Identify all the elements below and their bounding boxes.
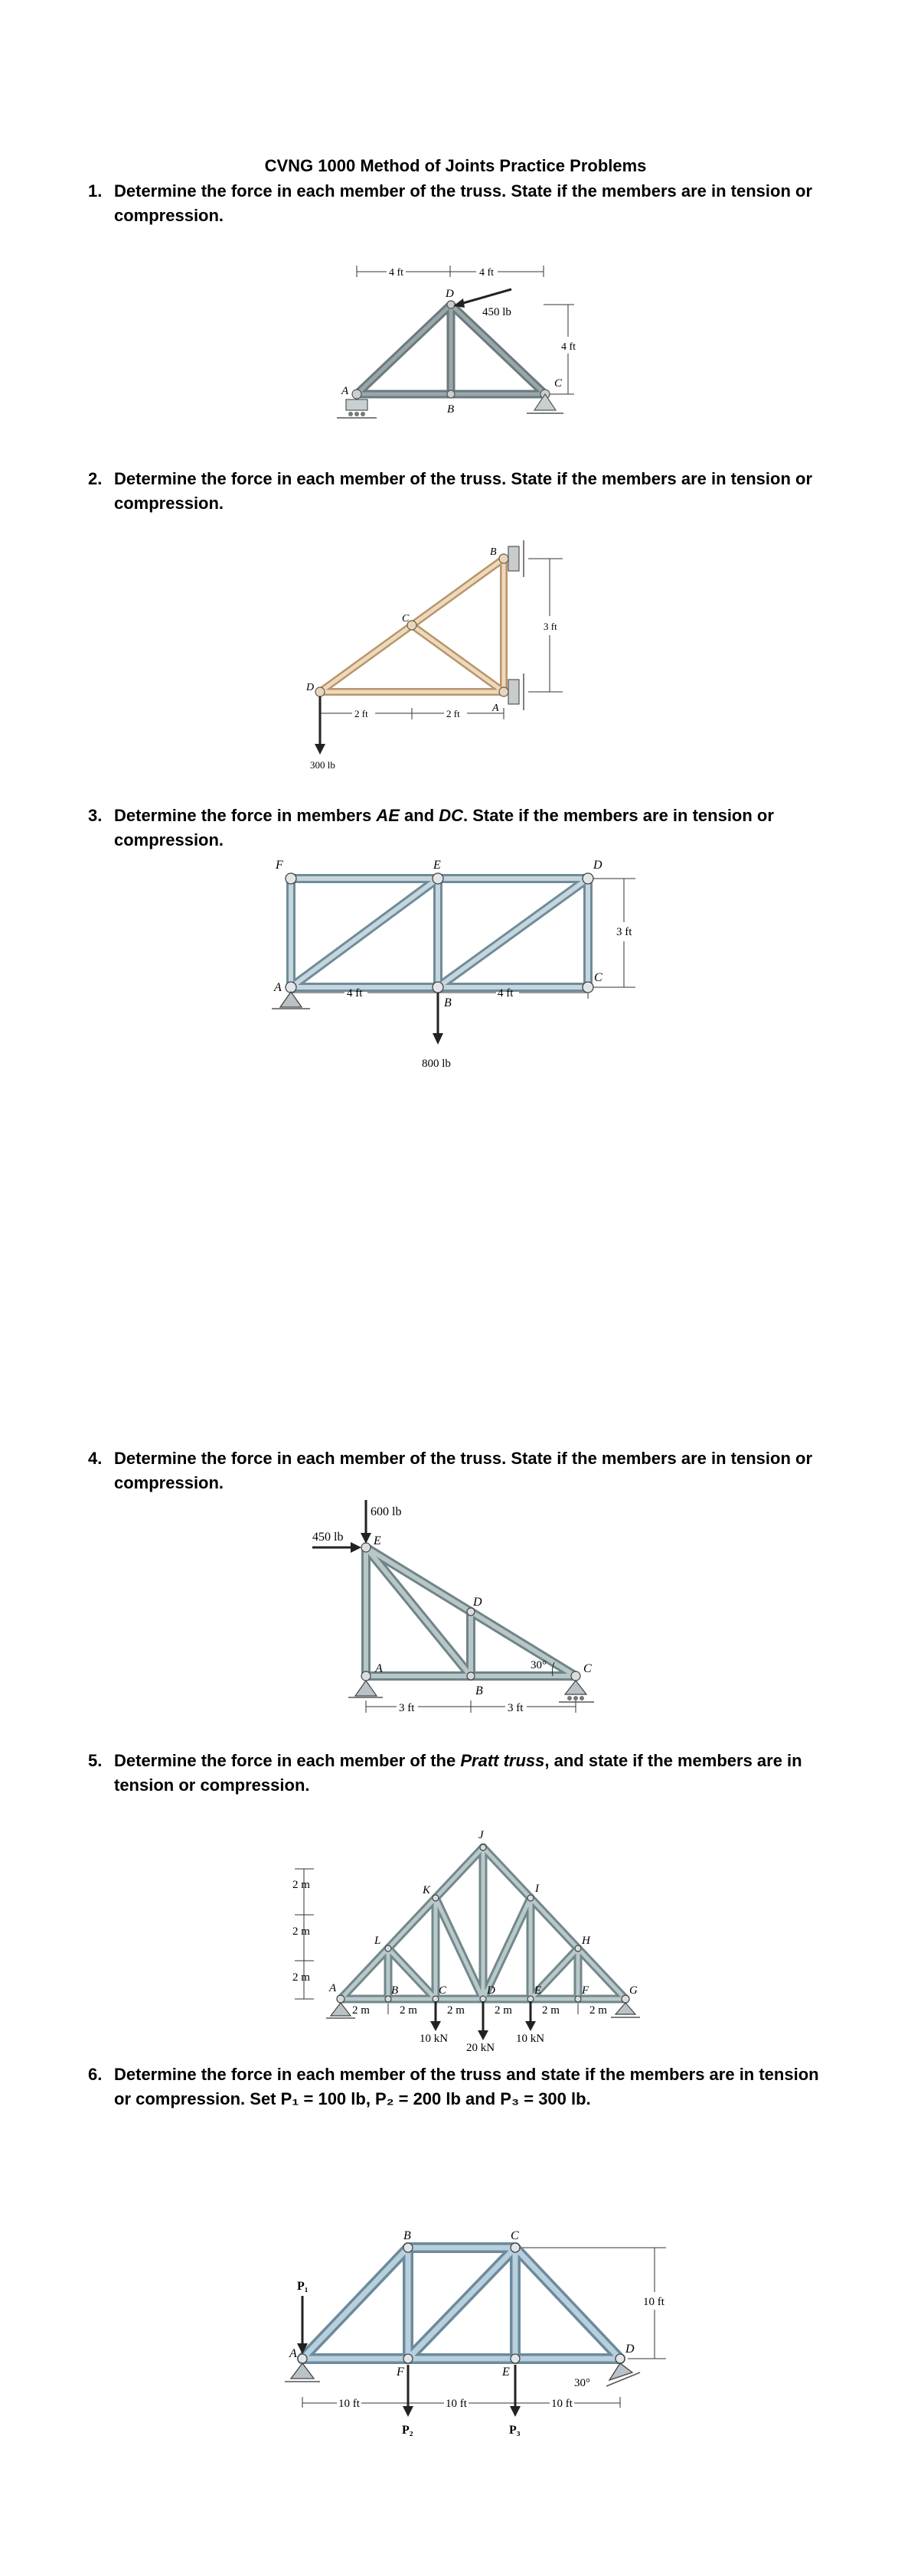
joint-d-label: D bbox=[306, 682, 315, 693]
dim-2-label: 10 ft bbox=[446, 2398, 467, 2410]
problem-text: Determine the force in each member of the truss. State if the members are in tension or compression. bbox=[114, 181, 813, 225]
angle-label: 30° bbox=[574, 2377, 590, 2389]
joint-i-label: I bbox=[535, 1883, 539, 1895]
joint-d-label: D bbox=[473, 1596, 482, 1609]
vertical-dim-3-label: 2 m bbox=[292, 1971, 310, 1984]
problem-number: 2. bbox=[88, 469, 103, 488]
joint-a-label: A bbox=[329, 1982, 337, 1994]
horizontal-load-label: 450 lb bbox=[312, 1531, 344, 1544]
height-label: 4 ft bbox=[561, 341, 576, 353]
p3-label: P₃ bbox=[509, 2424, 521, 2437]
horizontal-dim-1-label: 2 m bbox=[352, 2004, 370, 2017]
joint-a-label: A bbox=[289, 2347, 297, 2360]
vertical-load-label: 600 lb bbox=[371, 1505, 402, 1518]
problem-6 bbox=[88, 2062, 838, 2111]
joint-e-label: E bbox=[534, 1984, 542, 1997]
horizontal-dim-4-label: 2 m bbox=[495, 2004, 512, 2017]
joint-d-label: D bbox=[487, 1984, 495, 1997]
dim-left-label: 4 ft bbox=[347, 987, 363, 999]
dim-3-label: 10 ft bbox=[551, 2398, 573, 2410]
problem-4 bbox=[88, 1446, 838, 1495]
joint-c-label: C bbox=[439, 1984, 447, 1997]
dim-1-label: 10 ft bbox=[338, 2398, 360, 2410]
horizontal-dim-6-label: 2 m bbox=[589, 2004, 607, 2017]
figure-6-truss bbox=[276, 2212, 674, 2457]
text-part: Determine the force in members bbox=[114, 806, 377, 825]
joint-e-label: E bbox=[374, 1534, 381, 1547]
horizontal-dim-2-label: 2 m bbox=[400, 2004, 417, 2017]
pratt-truss-term: Pratt truss bbox=[460, 1751, 545, 1770]
joint-f-label: F bbox=[397, 2366, 404, 2379]
horizontal-dim-3-label: 2 m bbox=[447, 2004, 465, 2017]
joint-a-label: A bbox=[492, 703, 499, 714]
text-part: , and state if the members are in tension or compression. bbox=[114, 1751, 802, 1795]
problem-2 bbox=[88, 467, 838, 516]
problem-text bbox=[88, 1749, 838, 1798]
joint-d-label: D bbox=[593, 859, 602, 872]
problem-3 bbox=[88, 804, 838, 853]
joint-c-label: C bbox=[594, 971, 602, 984]
joint-d-label: D bbox=[625, 2343, 635, 2356]
load-3-label: 10 kN bbox=[516, 2033, 545, 2045]
figure-1-truss bbox=[329, 253, 589, 425]
dim-right-label: 4 ft bbox=[479, 267, 495, 279]
joint-b-label: B bbox=[490, 546, 497, 558]
joint-a-label: A bbox=[375, 1662, 383, 1675]
load-2-label: 20 kN bbox=[466, 2042, 495, 2051]
joint-f-label: F bbox=[276, 859, 283, 872]
joint-c-label: C bbox=[511, 2229, 519, 2242]
p2-label: P₂ bbox=[402, 2424, 413, 2437]
joint-b-label: B bbox=[403, 2229, 411, 2242]
problem-number: 6. bbox=[88, 2065, 103, 2084]
figure-4-truss bbox=[299, 1496, 620, 1718]
height-label: 10 ft bbox=[643, 2296, 664, 2308]
problem-number: 4. bbox=[88, 1449, 103, 1468]
figure-5-pratt-truss bbox=[287, 1798, 670, 2051]
problem-text: Determine the force in each member of the truss and state if the members are in tension or compression. Set P₁ = 100 lb, P₂ = 200 lb and P₃ = 300 lb. bbox=[114, 2065, 819, 2108]
joint-g-label: G bbox=[629, 1984, 638, 1997]
joint-e-label: E bbox=[502, 2366, 510, 2379]
joint-l-label: L bbox=[374, 1935, 381, 1947]
joint-f-label: F bbox=[582, 1984, 589, 1997]
joint-h-label: H bbox=[582, 1935, 590, 1947]
problem-text: Determine the force in each member of the truss. State if the members are in tension or compression. bbox=[114, 1449, 813, 1492]
problem-number: 3. bbox=[88, 806, 103, 825]
text-part: . State if the members are in tension or compression. bbox=[114, 806, 774, 849]
figure-2-truss bbox=[299, 536, 582, 781]
dim-left-label: 3 ft bbox=[399, 1702, 415, 1714]
height-label: 3 ft bbox=[616, 926, 632, 938]
height-label: 3 ft bbox=[544, 621, 557, 632]
problem-text bbox=[88, 804, 838, 853]
joint-a-label: A bbox=[341, 385, 349, 397]
horizontal-dim-5-label: 2 m bbox=[542, 2004, 560, 2017]
dim-right-label: 3 ft bbox=[508, 1702, 524, 1714]
problem-5 bbox=[88, 1749, 838, 1798]
joint-a-label: A bbox=[274, 981, 282, 994]
load-1-label: 10 kN bbox=[420, 2033, 449, 2045]
joint-c-label: C bbox=[583, 1662, 592, 1675]
joint-k-label: K bbox=[423, 1884, 431, 1896]
page-title: CVNG 1000 Method of Joints Practice Problems bbox=[264, 156, 647, 175]
figure-3-truss bbox=[268, 853, 651, 1075]
vertical-dim-2-label: 2 m bbox=[292, 1925, 310, 1938]
text-part: and bbox=[399, 806, 439, 825]
joint-c-label: C bbox=[402, 613, 410, 624]
joint-c-label: C bbox=[554, 377, 563, 390]
dim-left-label: 2 ft bbox=[354, 708, 368, 719]
problem-text: Determine the force in each member of the truss. State if the members are in tension or compression. bbox=[114, 469, 813, 513]
text-part: Determine the force in each member of the bbox=[114, 1751, 461, 1770]
load-label: 450 lb bbox=[482, 306, 511, 318]
dim-right-label: 2 ft bbox=[446, 708, 460, 719]
problem-number: 1. bbox=[88, 181, 103, 201]
dim-right-label: 4 ft bbox=[498, 987, 514, 999]
joint-d-label: D bbox=[446, 288, 454, 300]
joint-e-label: E bbox=[433, 859, 441, 872]
load-label: 800 lb bbox=[422, 1058, 451, 1070]
joint-b-label: B bbox=[475, 1684, 483, 1697]
dim-left-label: 4 ft bbox=[389, 267, 404, 279]
angle-label: 30° bbox=[531, 1659, 547, 1671]
joint-b-label: B bbox=[391, 1984, 399, 1997]
joint-b-label: B bbox=[447, 403, 455, 416]
vertical-dim-1-label: 2 m bbox=[292, 1879, 310, 1891]
joint-j-label: J bbox=[478, 1829, 484, 1841]
member-ae: AE bbox=[376, 806, 400, 825]
p1-label: P₁ bbox=[297, 2280, 309, 2293]
joint-b-label: B bbox=[444, 996, 452, 1009]
member-dc: DC bbox=[439, 806, 464, 825]
load-label: 300 lb bbox=[310, 759, 335, 771]
problem-1 bbox=[88, 179, 838, 228]
problem-number: 5. bbox=[88, 1751, 103, 1770]
